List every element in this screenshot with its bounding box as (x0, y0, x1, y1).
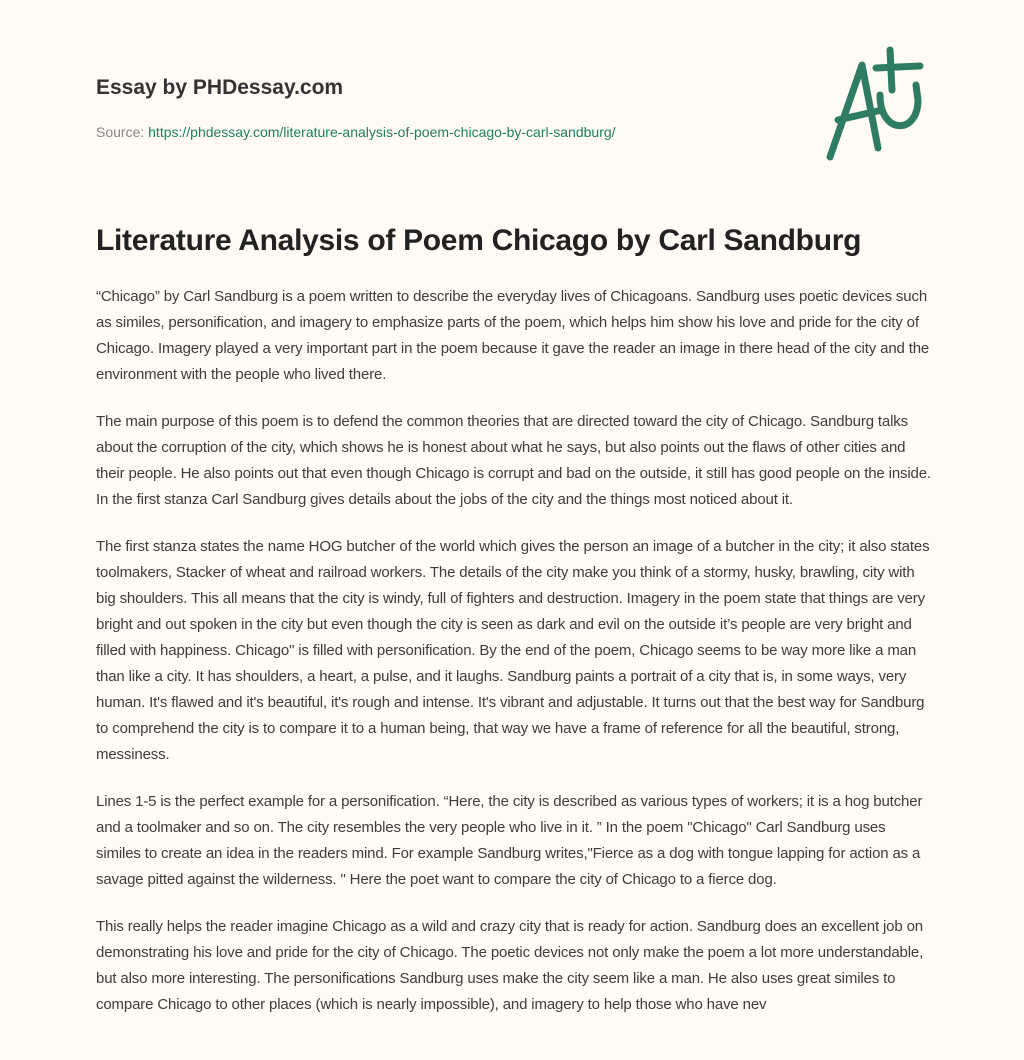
source-line (96, 124, 616, 140)
a-plus-logo-icon (820, 40, 930, 165)
paragraph: “Chicago” by Carl Sandburg is a poem written to describe the everyday lives of Chicagoans. Sandburg uses poetic devices such as similes, personification, and imagery to emphasize parts of the poem, which helps him show his love and pride for the city of Chicago. Imagery played a very important part in the poem because it gave the reader an image in there head of the city and the environment with the people who lived there. (96, 288, 930, 383)
paragraph: This really helps the reader imagine Chicago as a wild and crazy city that is ready for action. Sandburg does an excellent job on demonstrating his love and pride for the city of Chicago. The poetic devices not only make the poem a lot more understandable, but also more interesting. The personifications Sandburg uses make the city seem like a man. He also uses great similes to compare Chicago to other places (which is nearly impossible), and imagery to help those who have nev (96, 918, 924, 1013)
paragraph: The main purpose of this poem is to defend the common theories that are directed toward the city of Chicago. Sandburg talks about the corruption of the city, which shows he is honest about what he says, but also points out the flaws of other cities and their people. He also points out that even though Chicago is corrupt and bad on the outside, it still has good people on the inside. In the first stanza Carl Sandburg gives details about the jobs of the city and the things most noticed about it. (96, 413, 931, 508)
source-link[interactable]: https://phdessay.com/literature-analysis-of-poem-chicago-by-carl-sandburg/ (148, 124, 616, 140)
article-title: Literature Analysis of Poem Chicago by Carl Sandburg (96, 224, 862, 257)
paragraph: The first stanza states the name HOG butcher of the world which gives the person an image of a butcher in the city; it also states toolmakers, Stacker of wheat and railroad workers. The details of the city make you think of a stormy, husky, brawling, city with big shoulders. This all means that the city is windy, full of fighters and destruction. Imagery in the poem state that things are very bright and out spoken in the city but even though the city is seen as dark and evil on the outside it’s people are very bright and filled with happiness. Chicago" is filled with personification. By the end of the poem, Chicago seems to be way more like a man than like a city. It has shoulders, a heart, a pulse, and it laughs. Sandburg paints a portrait of a city that is, in some ways, very human. It's flawed and it's beautiful, it's rough and intense. It's vibrant and adjustable. It turns out that the best way for Sandburg to comprehend the city is to compare it to a human being, that way we have a frame of reference for all the beautiful, strong, messiness. (96, 538, 930, 763)
source-label: Source: (96, 124, 145, 140)
paragraph: Lines 1-5 is the perfect example for a personification. “Here, the city is described as various types of workers; it is a hog butcher and a toolmaker and so on. The city resembles the very people who live in it. ” In the poem "Chicago" Carl Sandburg uses similes to create an idea in the readers mind. For example Sandburg writes,"Fierce as a dog with tongue lapping for action as a savage pitted against the wilderness. " Here the poet want to compare the city of Chicago to a fierce dog. (96, 793, 923, 888)
site-title: Essay by PHDessay.com (96, 76, 344, 99)
article-body (96, 284, 932, 1039)
